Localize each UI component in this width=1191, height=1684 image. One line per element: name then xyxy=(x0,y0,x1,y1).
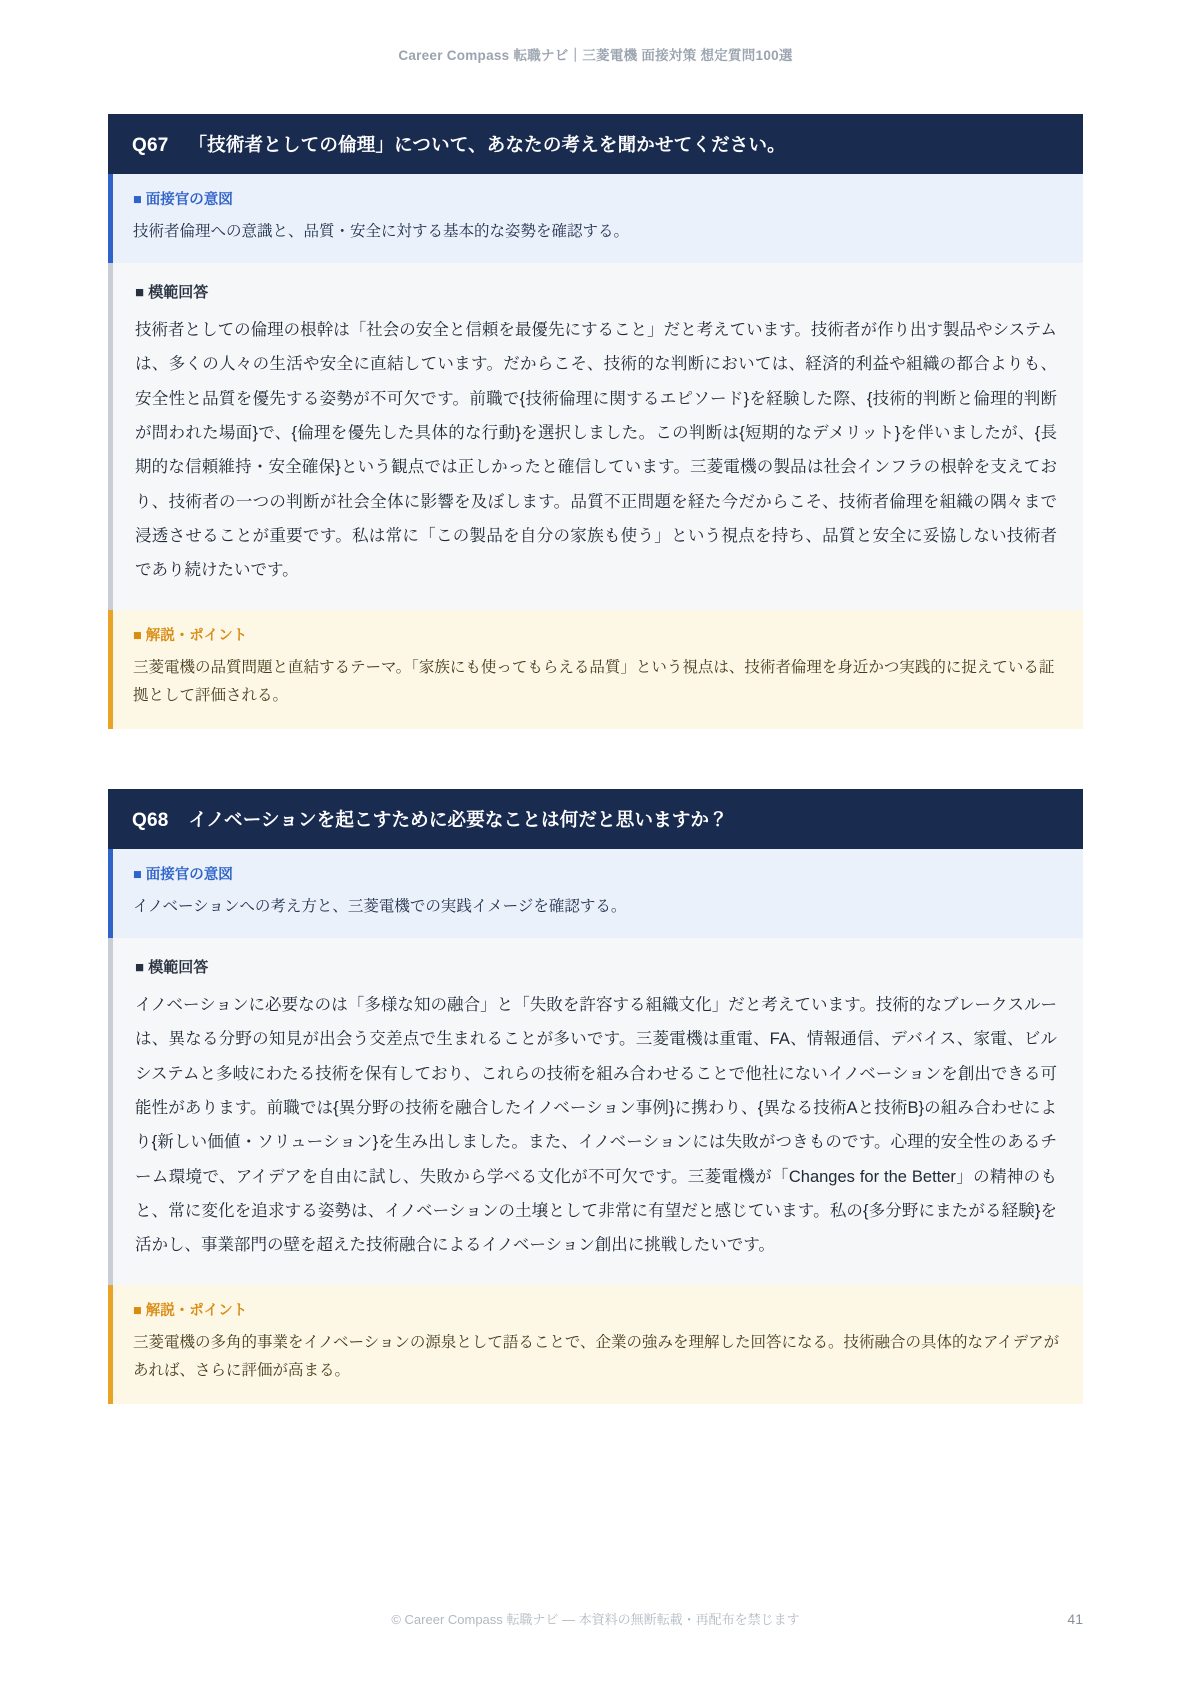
interviewer-intent-text: イノベーションへの考え方と、三菱電機での実践イメージを確認する。 xyxy=(133,897,627,915)
question-number: Q67 xyxy=(132,135,169,156)
footer-page-number: 41 xyxy=(1067,1610,1083,1627)
commentary-label: ■ 解説・ポイント xyxy=(133,627,248,644)
interviewer-intent-section xyxy=(108,849,1083,938)
commentary-section xyxy=(108,610,1083,729)
page-footer xyxy=(0,1609,1191,1628)
commentary-section xyxy=(108,1285,1083,1404)
question-title: 「技術者としての倫理」について、あなたの考えを聞かせてください。 xyxy=(188,134,786,155)
interviewer-intent-section xyxy=(108,174,1083,263)
commentary-text: 三菱電機の多角的事業をイノベーションの源泉として語ることで、企業の強みを理解した回答になる。技術融合の具体的なアイデアがあれば、さらに評価が高まる。 xyxy=(133,1333,1060,1380)
footer-copyright: © Career Compass 転職ナビ ― 本資料の無断転載・再配布を禁じます xyxy=(391,1612,800,1627)
question-card xyxy=(108,789,1083,1404)
model-answer-section xyxy=(108,938,1083,1285)
question-header xyxy=(108,789,1083,849)
question-title: イノベーションを起こすために必要なことは何だと思いますか？ xyxy=(188,808,728,830)
question-header xyxy=(108,114,1083,174)
model-answer-text: イノベーションに必要なのは「多様な知の融合」と「失敗を許容する組織文化」だと考えています。技術的なブレークスルーは、異なる分野の知見が出会う交差点で生まれることが多いです。三菱電機は重電、FA、情報通信、デバイス、家電、ビルシステムと多岐にわたる技術を保有しており、これらの技術を組み合わせることで他社にないイノベーションを創出できる可能性があります。前職では{異分野の技術を融合したイノベーション事例}に携わり、{異なる技術Aと技術B}の組み合わせにより{新しい価値・ソリューション}を生み出しました。また、イノベーションには失敗がつきものです。心理的安全性のあるチーム環境で、アイデアを自由に試し、失敗から学べる文化が不可欠です。三菱電機が「Changes for the Better」の精神のもと、常に変化を追求する姿勢は、イノベーションの土壌として非常に有望だと感じています。私の{多分野にまたがる経験}を活かし、事業部門の壁を超えた技術融合によるイノベーション創出に挑戦したいです。 xyxy=(135,996,1057,1255)
question-card xyxy=(108,114,1083,729)
running-header: Career Compass 転職ナビ｜三菱電機 面接対策 想定質問100選 xyxy=(398,48,793,63)
interviewer-intent-label: ■ 面接官の意図 xyxy=(133,192,233,208)
interviewer-intent-text: 技術者倫理への意識と、品質・安全に対する基本的な姿勢を確認する。 xyxy=(133,223,630,240)
model-answer-section xyxy=(108,263,1083,610)
question-number: Q68 xyxy=(132,809,169,831)
interviewer-intent-label: ■ 面接官の意図 xyxy=(133,866,233,883)
model-answer-label: ■ 模範回答 xyxy=(135,959,209,977)
model-answer-label: ■ 模範回答 xyxy=(135,284,209,302)
model-answer-text: 技術者としての倫理の根幹は「社会の安全と信頼を最優先にすること」だと考えています。技術者が作り出す製品やシステムは、多くの人々の生活や安全に直結しています。だからこそ、技術的な判断においては、経済的利益や組織の都合よりも、安全性と品質を優先する姿勢が不可欠です。前職で{技術倫理に関するエピソード}を経験した際、{技術的判断と倫理的判断が問われた場面}で、{倫理を優先した具体的な行動}を選択しました。この判断は{短期的なデメリット}を伴いましたが、{長期的な信頼維持・安全確保}という観点では正しかったと確信しています。三菱電機の製品は社会インフラの根幹を支えており、技術者の一つの判断が社会全体に影響を及ぼします。品質不正問題を経た今だからこそ、技術者倫理を組織の隅々まで浸透させることが重要です。私は常に「この製品を自分の家族も使う」という視点を持ち、品質と安全に妥協しない技術者であり続けたいです。 xyxy=(135,321,1057,580)
commentary-label: ■ 解説・ポイント xyxy=(133,1302,248,1319)
commentary-text: 三菱電機の品質問題と直結するテーマ。「家族にも使ってもらえる品質」という視点は、技術者倫理を身近かつ実践的に捉えている証拠として評価される。 xyxy=(133,658,1055,705)
